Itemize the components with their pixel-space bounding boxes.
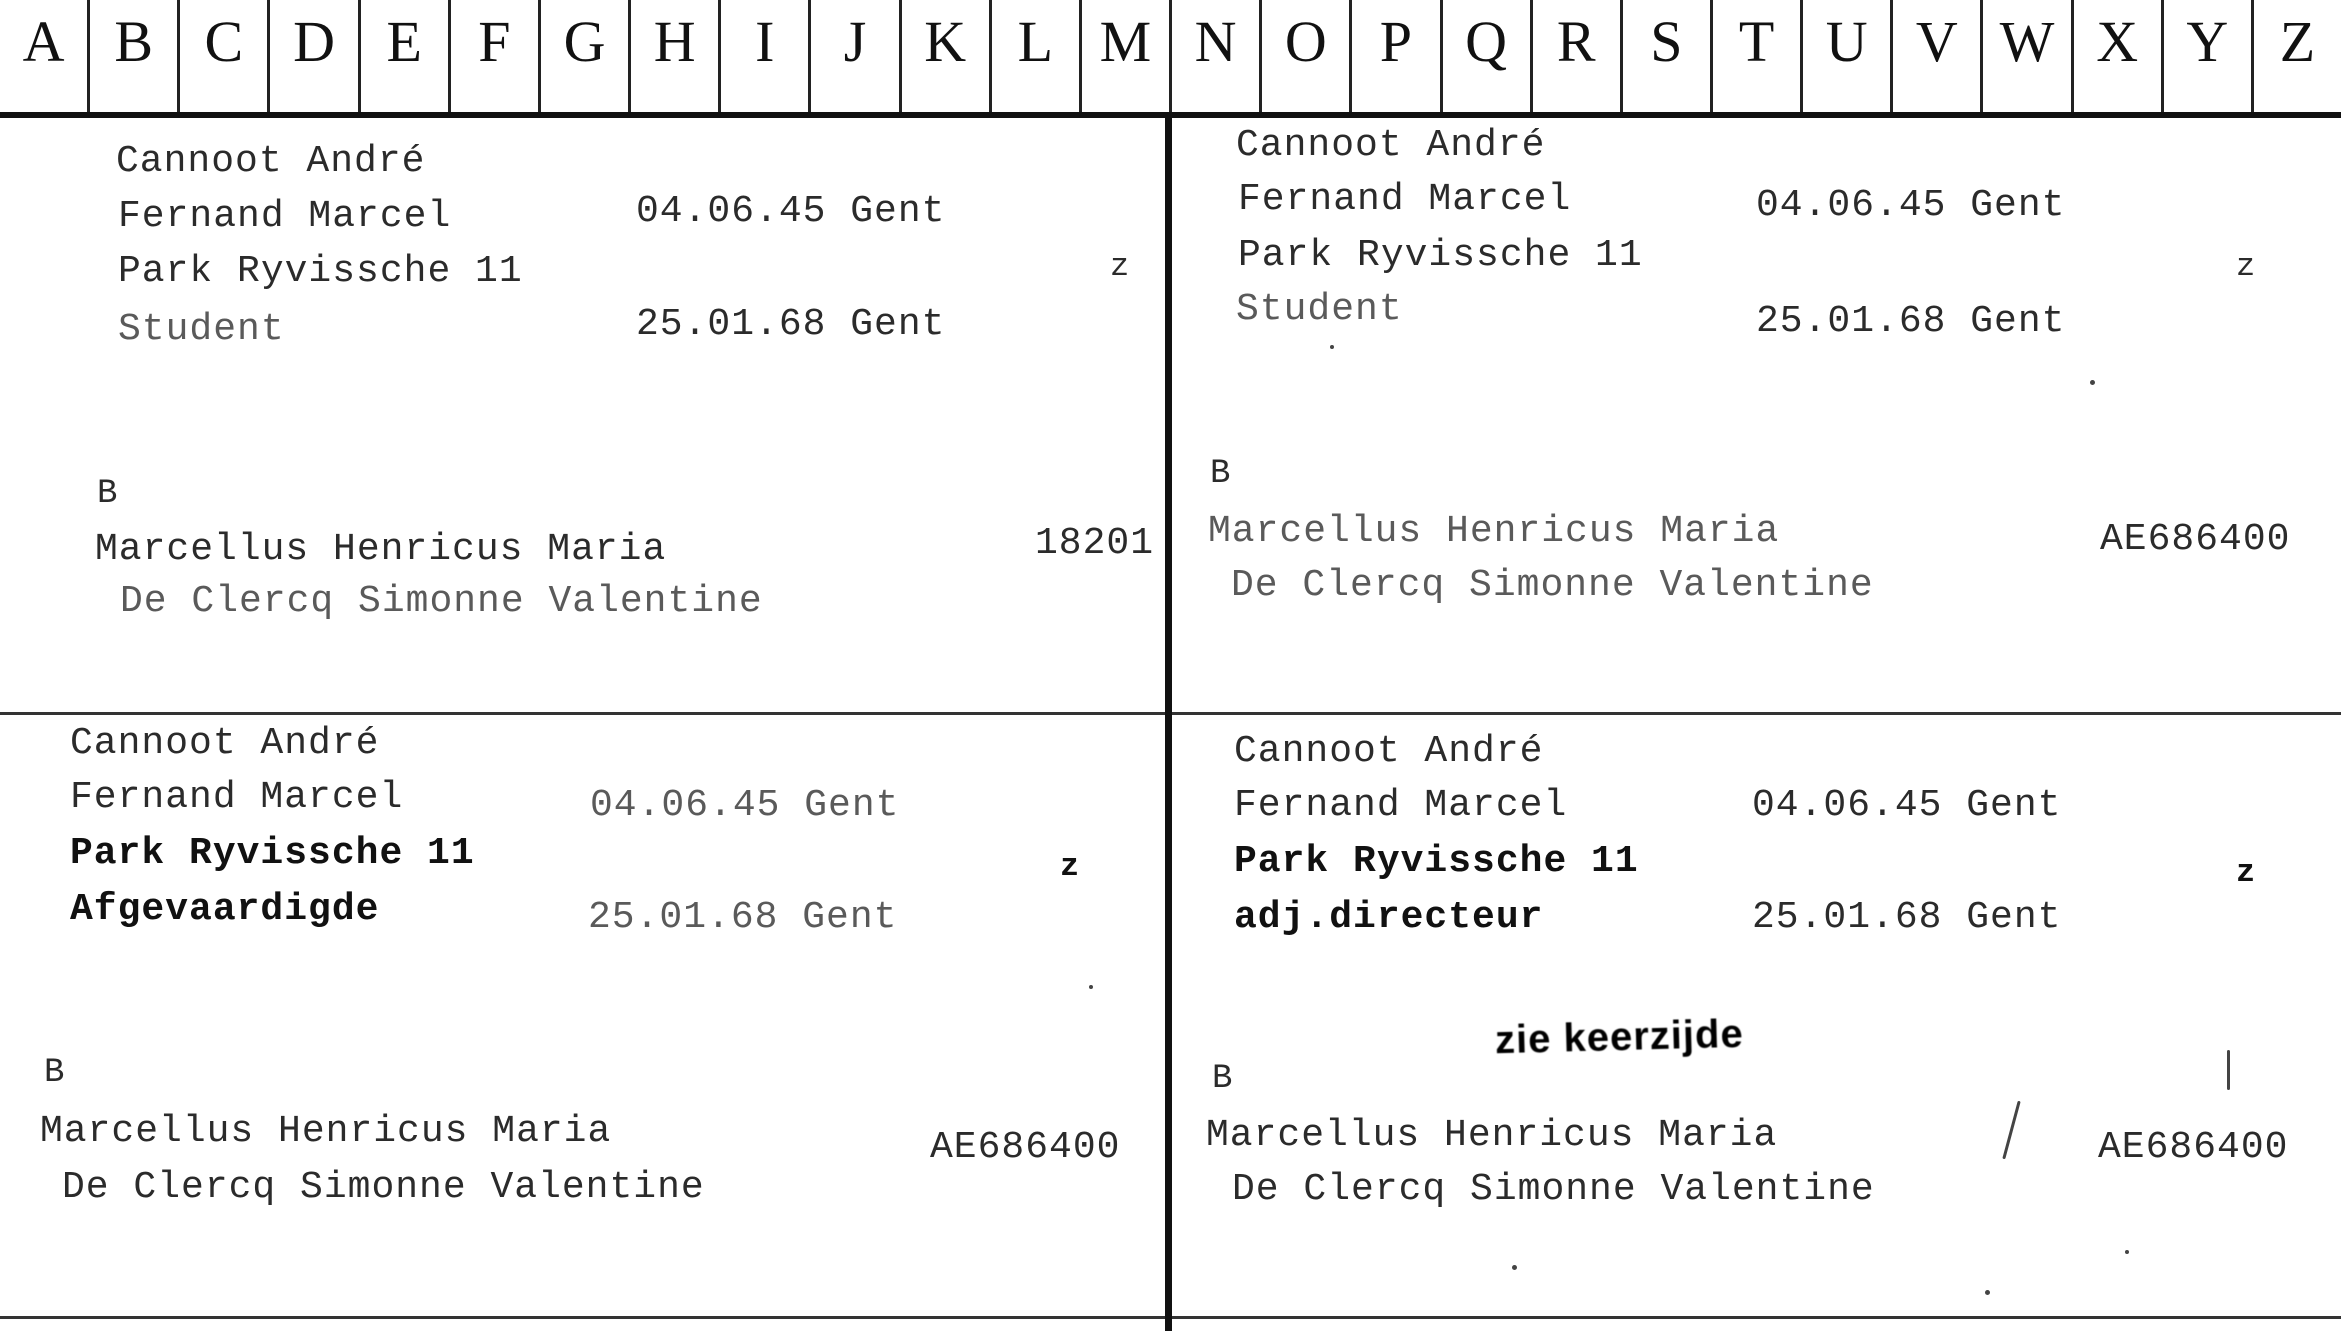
ink-speck xyxy=(2125,1250,2129,1254)
card-number: AE686400 xyxy=(2100,518,2291,561)
card-registration: 25.01.68 Gent xyxy=(588,896,898,939)
card-number: AE686400 xyxy=(2098,1126,2289,1169)
card-address: Park Ryvissche 11 xyxy=(70,832,475,875)
card-mother: De Clercq Simonne Valentine xyxy=(62,1166,705,1209)
card-mother: De Clercq Simonne Valentine xyxy=(1232,1168,1875,1211)
bottom-line-right xyxy=(1172,1316,2341,1319)
index-letter-t[interactable]: T xyxy=(1713,0,1803,112)
index-letter-g[interactable]: G xyxy=(541,0,631,112)
index-card-1 xyxy=(0,120,1160,710)
index-letter-h[interactable]: H xyxy=(631,0,721,112)
ink-speck xyxy=(1330,345,1334,349)
index-letter-i[interactable]: I xyxy=(721,0,811,112)
index-letter-b[interactable]: B xyxy=(90,0,180,112)
index-letter-f[interactable]: F xyxy=(451,0,541,112)
card-father: Marcellus Henricus Maria xyxy=(1208,510,1780,553)
index-letter-k[interactable]: K xyxy=(902,0,992,112)
ink-speck xyxy=(2090,380,2095,385)
card-surname: Cannoot André xyxy=(1234,730,1544,773)
card-occupation: Student xyxy=(118,308,285,351)
card-number: AE686400 xyxy=(930,1126,1121,1169)
index-letter-a[interactable]: A xyxy=(0,0,90,112)
stamp-see-reverse: zie keerzijde xyxy=(1494,1011,1745,1063)
ink-speck xyxy=(1089,985,1093,989)
card-marker: z xyxy=(1110,248,1131,285)
card-marker: z xyxy=(1060,848,1081,885)
index-letter-x[interactable]: X xyxy=(2074,0,2164,112)
index-letter-q[interactable]: Q xyxy=(1443,0,1533,112)
card-address: Park Ryvissche 11 xyxy=(118,250,523,293)
card-occupation: adj.directeur xyxy=(1234,896,1544,939)
ink-speck xyxy=(1985,1290,1990,1295)
index-letter-c[interactable]: C xyxy=(180,0,270,112)
center-divider xyxy=(1165,118,1172,1331)
bottom-line-left xyxy=(0,1316,1165,1319)
card-birth: 04.06.45 Gent xyxy=(636,190,946,233)
index-letter-j[interactable]: J xyxy=(811,0,901,112)
card-given-names: Fernand Marcel xyxy=(1234,784,1568,827)
pen-mark xyxy=(2227,1050,2230,1090)
card-birth: 04.06.45 Gent xyxy=(590,784,900,827)
card-occupation: Student xyxy=(1236,288,1403,331)
card-registration: 25.01.68 Gent xyxy=(636,303,946,346)
index-letter-p[interactable]: P xyxy=(1352,0,1442,112)
card-surname: Cannoot André xyxy=(1236,124,1546,167)
card-registration: 25.01.68 Gent xyxy=(1752,896,2062,939)
alphabet-index xyxy=(0,0,2341,118)
index-letter-z[interactable]: Z xyxy=(2279,9,2316,74)
card-occupation: Afgevaardigde xyxy=(70,888,380,931)
card-given-names: Fernand Marcel xyxy=(1238,178,1572,221)
card-category: B xyxy=(44,1054,66,1092)
index-letter-r[interactable]: R xyxy=(1533,0,1623,112)
index-letter-d[interactable]: D xyxy=(270,0,360,112)
ink-speck xyxy=(1512,1265,1517,1270)
index-letter-n[interactable]: N xyxy=(1172,0,1262,112)
index-card-4 xyxy=(1176,718,2336,1308)
row-divider-left xyxy=(0,712,1165,715)
index-card-3 xyxy=(0,718,1160,1308)
card-registration: 25.01.68 Gent xyxy=(1756,300,2066,343)
card-surname: Cannoot André xyxy=(116,140,426,183)
index-letter-l[interactable]: L xyxy=(992,0,1082,112)
card-address: Park Ryvissche 11 xyxy=(1234,840,1639,883)
card-marker: z xyxy=(2236,248,2257,285)
card-birth: 04.06.45 Gent xyxy=(1752,784,2062,827)
card-birth: 04.06.45 Gent xyxy=(1756,184,2066,227)
card-mother: De Clercq Simonne Valentine xyxy=(1231,564,1874,607)
card-marker: z xyxy=(2236,854,2257,891)
index-letter-o[interactable]: O xyxy=(1262,0,1352,112)
row-divider-right xyxy=(1172,712,2341,715)
index-letter-m[interactable]: M xyxy=(1082,0,1172,112)
card-father: Marcellus Henricus Maria xyxy=(40,1110,612,1153)
card-surname: Cannoot André xyxy=(70,722,380,765)
index-letter-y[interactable]: Y xyxy=(2164,0,2254,112)
index-letter-s[interactable]: S xyxy=(1623,0,1713,112)
index-card-2 xyxy=(1176,120,2336,710)
index-letter-e[interactable]: E xyxy=(361,0,451,112)
card-given-names: Fernand Marcel xyxy=(118,195,452,238)
card-category: B xyxy=(97,475,119,513)
card-address: Park Ryvissche 11 xyxy=(1238,234,1643,277)
index-letter-w[interactable]: W xyxy=(1983,0,2073,112)
card-father: Marcellus Henricus Maria xyxy=(1206,1114,1778,1157)
index-letter-v[interactable]: V xyxy=(1893,0,1983,112)
card-number: 18201 xyxy=(1035,522,1155,565)
index-letter-u[interactable]: U xyxy=(1803,0,1893,112)
card-category: B xyxy=(1212,1060,1234,1098)
card-mother: De Clercq Simonne Valentine xyxy=(120,580,763,623)
card-father: Marcellus Henricus Maria xyxy=(95,528,667,571)
card-given-names: Fernand Marcel xyxy=(70,776,404,819)
card-category: B xyxy=(1210,455,1232,493)
